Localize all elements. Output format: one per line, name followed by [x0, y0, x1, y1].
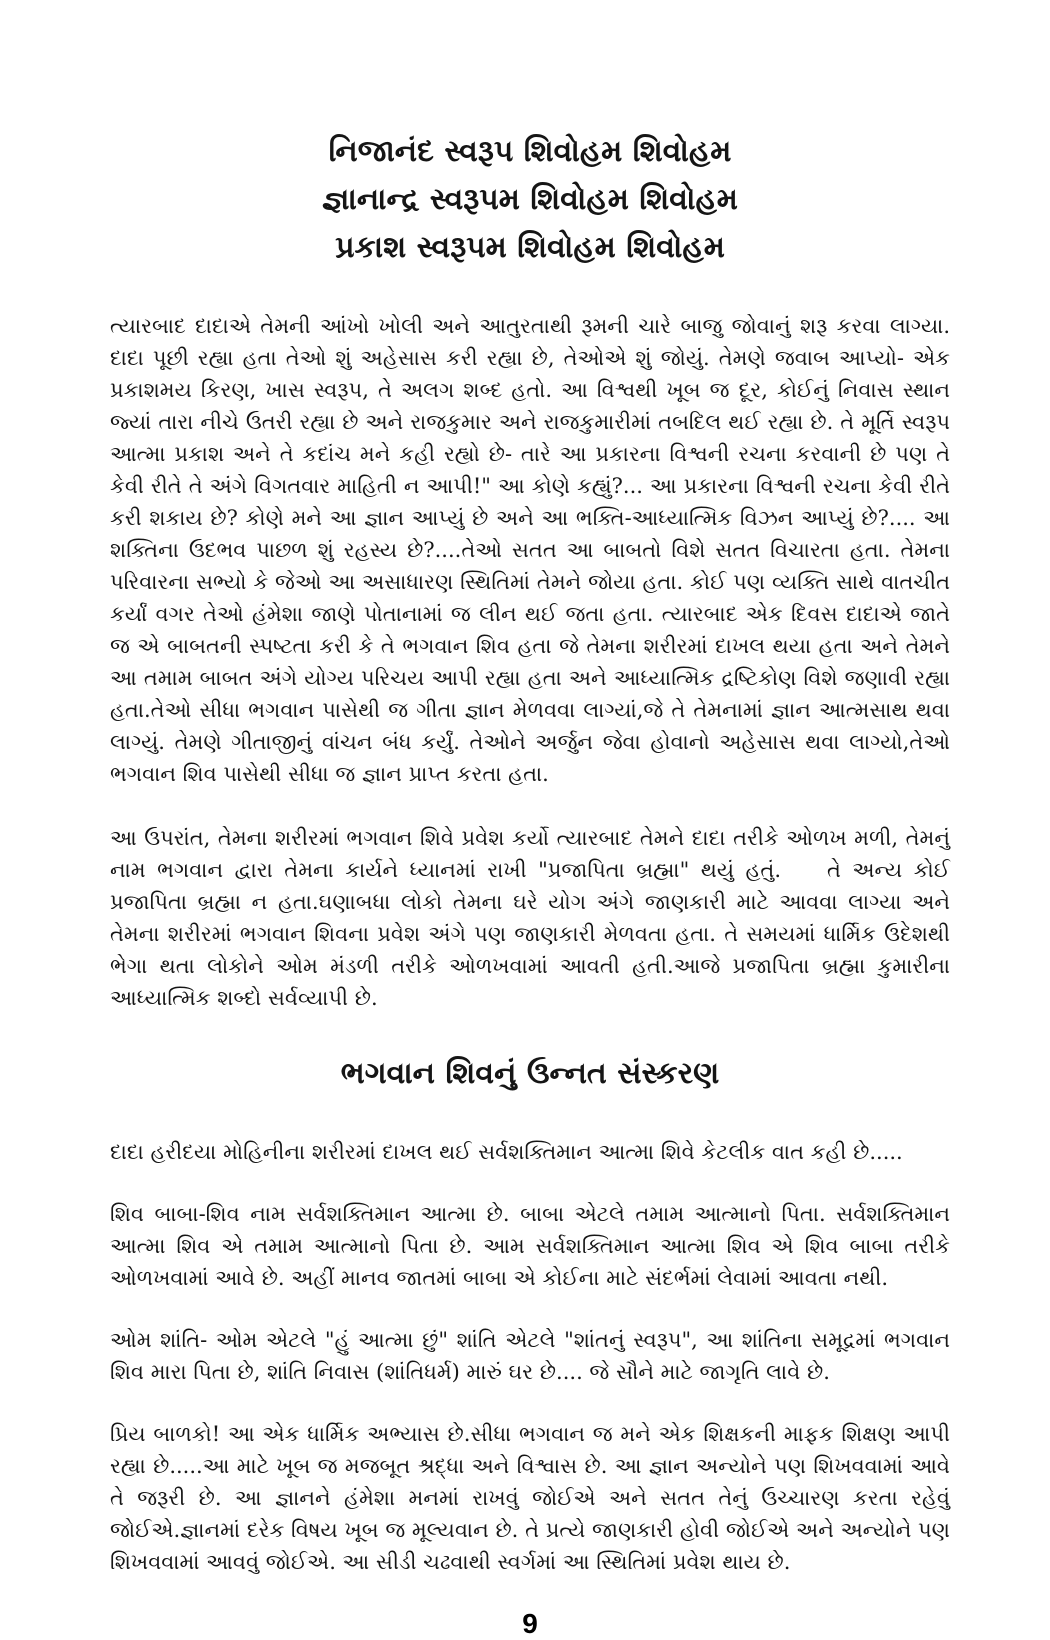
- paragraph-shiv-baba: શિવ બાબા-શિવ નામ સર્વશક્તિમાન આત્મા છે. બાબા એટલે તમામ આત્માનો પિતા. સર્વશક્તિમાન આત્મા શિવ એ તમામ આત્માનો પિતા છે. આમ સર્વશક્તિમાન આત્મા શિવ એ શિવ બાબા તરીકે ઓળખવામાં આવે છે. અહીં માનવ જાતમાં બાબા એ કોઈના માટે સંદર્ભમાં લેવામાં આવતા નથી.: [110, 1202, 950, 1290]
- paragraph-om-shanti: ઓમ શાંતિ- ઓમ એટલે "હું આત્મા છું" શાંતિ એટલે "શાંતનું સ્વરૂપ", આ શાંતિના સમૂદ્રમાં ભગવાન શિવ મારા પિતા છે, શાંતિ નિવાસ (શાંતિધર્મ) મારું ઘર છે.... જે સૌને માટે જાગૃતિ લાવે છે.: [110, 1328, 950, 1384]
- paragraph-dada-hriday-mohini: દાદા હરીદયા મોહિનીના શરીરમાં દાખલ થઈ સર્વશક્તિમાન આત્મા શિવે કેટલીક વાત કહી છે.....: [110, 1140, 903, 1164]
- mantra-line-1: નિજાનંદ સ્વરૂપ શિવોહમ શિવોહમ: [328, 134, 732, 169]
- mantra-heading: [110, 128, 950, 272]
- paragraph-dada-awakening: ત્યારબાદ દાદાએ તેમની આંખો ખોલી અને આતુરતાથી રૂમની ચારે બાજુ જોવાનું શરૂ કરવા લાગ્યા. દાદા પૂછી રહ્યા હતા તેઓ શું અહેસાસ કરી રહ્યા છે, તેઓએ શું જોયું. તેમણે જવાબ આપ્યો- એક પ્રકાશમય કિરણ, ખાસ સ્વરૂપ, તે અલગ શબ્દ હતો. આ વિશ્વથી ખૂબ જ દૂર, કોઈનું નિવાસ સ્થાન જ્યાં તારા નીચે ઉતરી રહ્યા છે અને રાજકુમાર અને રાજકુમારીમાં તબદિલ થઈ રહ્યા છે. તે મૂર્તિ સ્વરૂપ આત્મા પ્રકાશ અને તે કદાંચ મને કહી રહ્યો છે- તારે આ પ્રકારના વિશ્વની રચના કરવાની છે પણ તે કેવી રીતે તે અંગે વિગતવાર માહિતી ન આપી!" આ કોણે કહ્યું?... આ પ્રકારના વિશ્વની રચના કેવી રીતે કરી શકાય છે? કોણે મને આ જ્ઞાન આપ્યું છે અને આ ભક્તિ-આધ્યાત્મિક વિઝન આપ્યું છે?.... આ શક્તિના ઉદભવ પાછળ શું રહસ્ય છે?....તેઓ સતત આ બાબતો વિશે સતત વિચારતા હતા. તેમના પરિવારના સભ્યો કે જેઓ આ અસાધારણ સ્થિતિમાં તેમને જોયા હતા. કોઈ પણ વ્યક્તિ સાથે વાતચીત કર્યાં વગર તેઓ હંમેશા જાણે પોતાનામાં જ લીન થઈ જતા હતા. ત્યારબાદ એક દિવસ દાદાએ જાતે જ એ બાબતની સ્પષ્ટતા કરી કે તે ભગવાન શિવ હતા જે તેમના શરીરમાં દાખલ થયા હતા અને તેમને આ તમામ બાબત અંગે યોગ્ય પરિચય આપી રહ્યા હતા અને આધ્યાત્મિક દ્રષ્ટિકોણ વિશે જણાવી રહ્યા હતા.તેઓ સીધા ભગવાન પાસેથી જ ગીતા જ્ઞાન મેળવવા લાગ્યાં,જે તે તેમનામાં જ્ઞાન આત્મસાથ થવા લાગ્યું. તેમણે ગીતાજીનું વાંચન બંધ કર્યું. તેઓને અર્જુન જેવા હોવાનો અહેસાસ થવા લાગ્યો,તેઓ ભગવાન શિવ પાસેથી સીધા જ જ્ઞાન પ્રાપ્ત કરતા હતા.: [110, 314, 950, 786]
- section-heading: ભગવાન શિવનું ઉન્નત સંસ્કરણ: [340, 1056, 720, 1091]
- mantra-line-3: પ્રકાશ સ્વરૂપમ શિવોહમ શિવોહમ: [335, 230, 725, 265]
- paragraph-prajapita-brahma: આ ઉપરાંત, તેમના શરીરમાં ભગવાન શિવે પ્રવેશ કર્યો ત્યારબાદ તેમને દાદા તરીકે ઓળખ મળી, તેમનું નામ ભગવાન દ્વારા તેમના કાર્યને ધ્યાનમાં રાખી "પ્રજાપિતા બ્રહ્મા" થયું હતું. તે અન્ય કોઈ પ્રજાપિતા બ્રહ્મા ન હતા.ઘણાબધા લોકો તેમના ઘરે યોગ અંગે જાણકારી માટે આવવા લાગ્યા અને તેમના શરીરમાં ભગવાન શિવના પ્રવેશ અંગે પણ જાણકારી મેળવતા હતા. તે સમયમાં ધાર્મિક ઉદેશથી ભેગા થતા લોકોને ઓમ મંડળી તરીકે ઓળખવામાં આવતી હતી.આજે પ્રજાપિતા બ્રહ્મા કુમારીના આધ્યાત્મિક શબ્દો સર્વવ્યાપી છે.: [110, 826, 950, 1010]
- paragraph-priya-balako: પ્રિય બાળકો! આ એક ધાર્મિક અભ્યાસ છે.સીધા ભગવાન જ મને એક શિક્ષકની માફક શિક્ષણ આપી રહ્યા છે.....આ માટે ખૂબ જ મજબૂત શ્રદ્ધા અને વિશ્વાસ છે. આ જ્ઞાન અન્યોને પણ શિખવવામાં આવે તે જરૂરી છે. આ જ્ઞાનને હંમેશા મનમાં રાખવું જોઈએ અને સતત તેનું ઉચ્ચારણ કરતા રહેવું જોઈએ.જ્ઞાનમાં દરેક વિષય ખૂબ જ મૂલ્યવાન છે. તે પ્રત્યે જાણકારી હોવી જોઈએ અને અન્યોને પણ શિખવવામાં આવવું જોઈએ. આ સીડી ચઢવાથી સ્વર્ગમાં આ સ્થિતિમાં પ્રવેશ થાય છે.: [110, 1422, 950, 1574]
- mantra-line-2: જ્ઞાનાન્દ્ર સ્વરૂપમ શિવોહમ શિવોહમ: [322, 182, 738, 217]
- page-number: 9: [522, 1608, 538, 1639]
